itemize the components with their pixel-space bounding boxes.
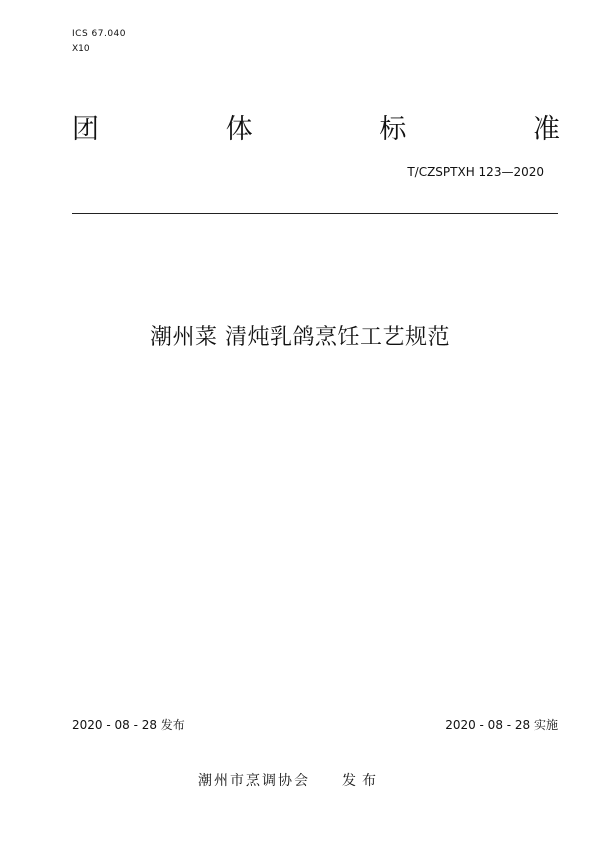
standard-type-heading: [72, 116, 560, 143]
standard-type-char-2: 体: [225, 114, 253, 145]
publisher-line: [198, 774, 382, 788]
publisher-organization: 潮州市烹调协会: [198, 773, 310, 789]
standard-type-char-1: 团: [72, 114, 99, 145]
standard-type-char-3: 标: [379, 114, 407, 145]
ics-code: ICS 67.040: [72, 29, 127, 39]
standard-type-char-4: 准: [532, 114, 560, 145]
document-title: 潮州菜 清炖乳鸽烹饪工艺规范: [150, 325, 450, 350]
issue-date: 2020 - 08 - 28 发布: [72, 718, 185, 732]
implementation-date: 2020 - 08 - 28 实施: [445, 718, 558, 732]
standard-code: T/CZSPTXH 123—2020: [407, 165, 544, 179]
ccs-code: X10: [72, 44, 90, 54]
publisher-action: 发布: [342, 773, 382, 789]
header-divider: [72, 213, 558, 214]
